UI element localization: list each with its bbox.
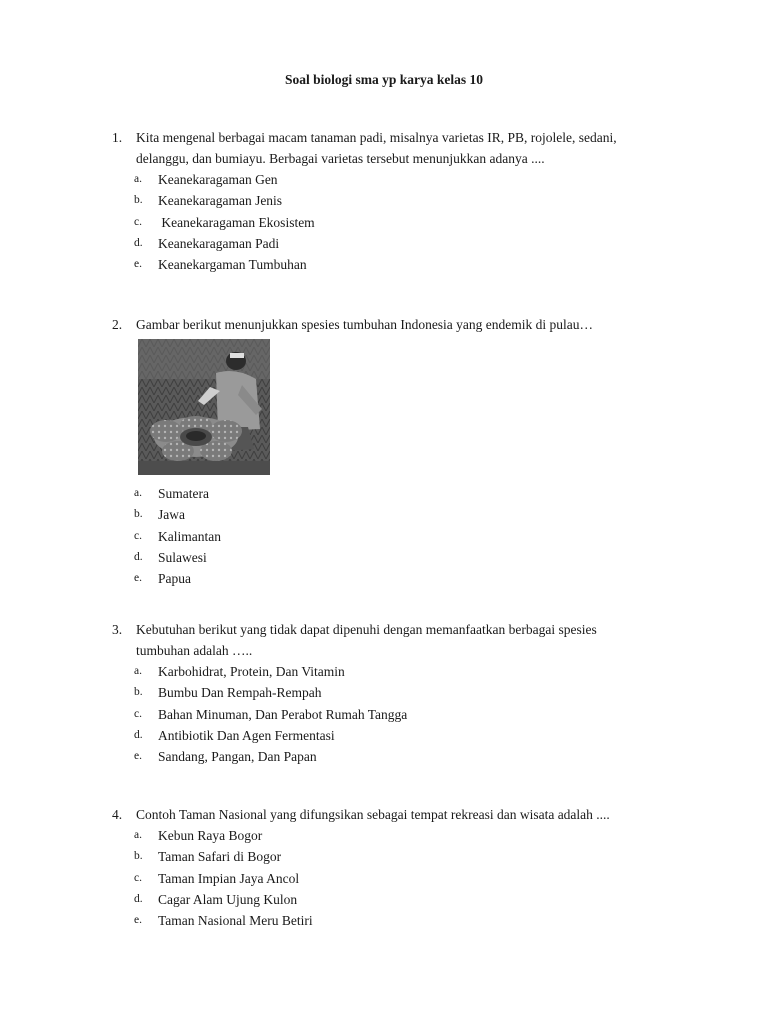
answer-option-a bbox=[112, 825, 692, 846]
answer-option-b bbox=[112, 682, 692, 703]
option-letter: b. bbox=[134, 850, 143, 863]
option-text: Keanekaragaman Ekosistem bbox=[158, 214, 315, 230]
option-text: Bahan Minuman, Dan Perabot Rumah Tangga bbox=[158, 706, 408, 722]
option-text: Sandang, Pangan, Dan Papan bbox=[158, 749, 317, 765]
option-letter: c. bbox=[134, 871, 142, 884]
answer-option-b bbox=[112, 504, 692, 525]
option-letter: a. bbox=[134, 665, 142, 677]
option-text: Bumbu Dan Rempah-Rempah bbox=[158, 685, 322, 701]
option-text: Antibiotik Dan Agen Fermentasi bbox=[158, 727, 335, 743]
option-text: Taman Nasional Meru Betiri bbox=[158, 913, 313, 929]
option-letter: d. bbox=[134, 236, 143, 249]
option-text: Keanekargaman Tumbuhan bbox=[158, 257, 307, 273]
question-text-line: tumbuhan adalah ….. bbox=[136, 643, 253, 658]
option-letter: d. bbox=[134, 550, 143, 563]
answer-option-c bbox=[112, 868, 692, 889]
answer-options bbox=[112, 661, 692, 767]
answer-option-e bbox=[112, 910, 692, 931]
option-letter: c. bbox=[134, 215, 142, 228]
answer-option-d bbox=[112, 233, 692, 254]
option-text: Sumatera bbox=[158, 486, 209, 501]
option-letter: c. bbox=[134, 529, 142, 542]
answer-option-b bbox=[112, 190, 692, 211]
rafflesia-flower-photo bbox=[138, 339, 270, 475]
option-text: Kebun Raya Bogor bbox=[158, 828, 263, 843]
question-2 bbox=[112, 314, 692, 589]
option-letter: b. bbox=[134, 194, 143, 207]
question-4 bbox=[112, 804, 692, 931]
option-text: Jawa bbox=[158, 507, 185, 523]
option-letter: a. bbox=[134, 829, 142, 841]
answer-option-e bbox=[112, 568, 692, 589]
answer-options bbox=[112, 483, 692, 589]
option-letter: e. bbox=[134, 750, 142, 763]
option-text: Keanekaragaman Jenis bbox=[158, 193, 283, 209]
question-text-line: delanggu, dan bumiayu. Berbagai varietas tersebut menunjukkan adanya .... bbox=[136, 151, 545, 166]
answer-option-c bbox=[112, 212, 692, 233]
answer-option-b bbox=[112, 846, 692, 867]
question-text-line: Kita mengenal berbagai macam tanaman padi, misalnya varietas IR, PB, rojolele, sedani, bbox=[136, 130, 617, 145]
option-letter: d. bbox=[134, 892, 143, 905]
option-text: Taman Safari di Bogor bbox=[158, 849, 282, 865]
answer-option-a bbox=[112, 483, 692, 504]
answer-option-a bbox=[112, 661, 692, 682]
question-3 bbox=[112, 619, 692, 767]
option-letter: b. bbox=[134, 686, 143, 699]
question-text-line: Contoh Taman Nasional yang difungsikan sebagai tempat rekreasi dan wisata adalah .... bbox=[136, 807, 610, 822]
option-text: Kalimantan bbox=[158, 528, 221, 544]
answer-option-c bbox=[112, 704, 692, 725]
answer-option-d bbox=[112, 547, 692, 568]
question-number: 2. bbox=[112, 317, 123, 332]
option-text: Keanekaragaman Padi bbox=[158, 235, 280, 251]
option-letter: e. bbox=[134, 572, 142, 585]
answer-option-d bbox=[112, 725, 692, 746]
answer-options bbox=[112, 169, 692, 275]
option-letter: d. bbox=[134, 728, 143, 741]
option-letter: e. bbox=[134, 258, 142, 271]
question-text-line: Kebutuhan berikut yang tidak dapat dipenuhi dengan memanfaatkan berbagai spesies bbox=[136, 622, 597, 637]
option-letter: c. bbox=[134, 707, 142, 720]
option-text: Cagar Alam Ujung Kulon bbox=[158, 891, 298, 907]
option-letter: e. bbox=[134, 914, 142, 927]
answer-option-c bbox=[112, 526, 692, 547]
answer-option-a bbox=[112, 169, 692, 190]
option-text: Taman Impian Jaya Ancol bbox=[158, 870, 300, 886]
question-1 bbox=[112, 127, 692, 275]
option-text: Karbohidrat, Protein, Dan Vitamin bbox=[158, 664, 345, 679]
answer-options bbox=[112, 825, 692, 931]
answer-option-e bbox=[112, 746, 692, 767]
question-text-line: Gambar berikut menunjukkan spesies tumbuhan Indonesia yang endemik di pulau… bbox=[136, 317, 594, 332]
question-number: 4. bbox=[112, 807, 123, 822]
answer-option-e bbox=[112, 254, 692, 275]
option-letter: b. bbox=[134, 508, 143, 521]
question-number: 1. bbox=[112, 130, 123, 145]
question-number: 3. bbox=[112, 622, 123, 637]
option-letter: a. bbox=[134, 487, 142, 499]
option-text: Papua bbox=[158, 571, 191, 587]
option-text: Sulawesi bbox=[158, 549, 207, 565]
option-text: Keanekaragaman Gen bbox=[158, 172, 278, 187]
page-title: Soal biologi sma yp karya kelas 10 bbox=[284, 72, 484, 87]
option-letter: a. bbox=[134, 173, 142, 185]
answer-option-d bbox=[112, 889, 692, 910]
